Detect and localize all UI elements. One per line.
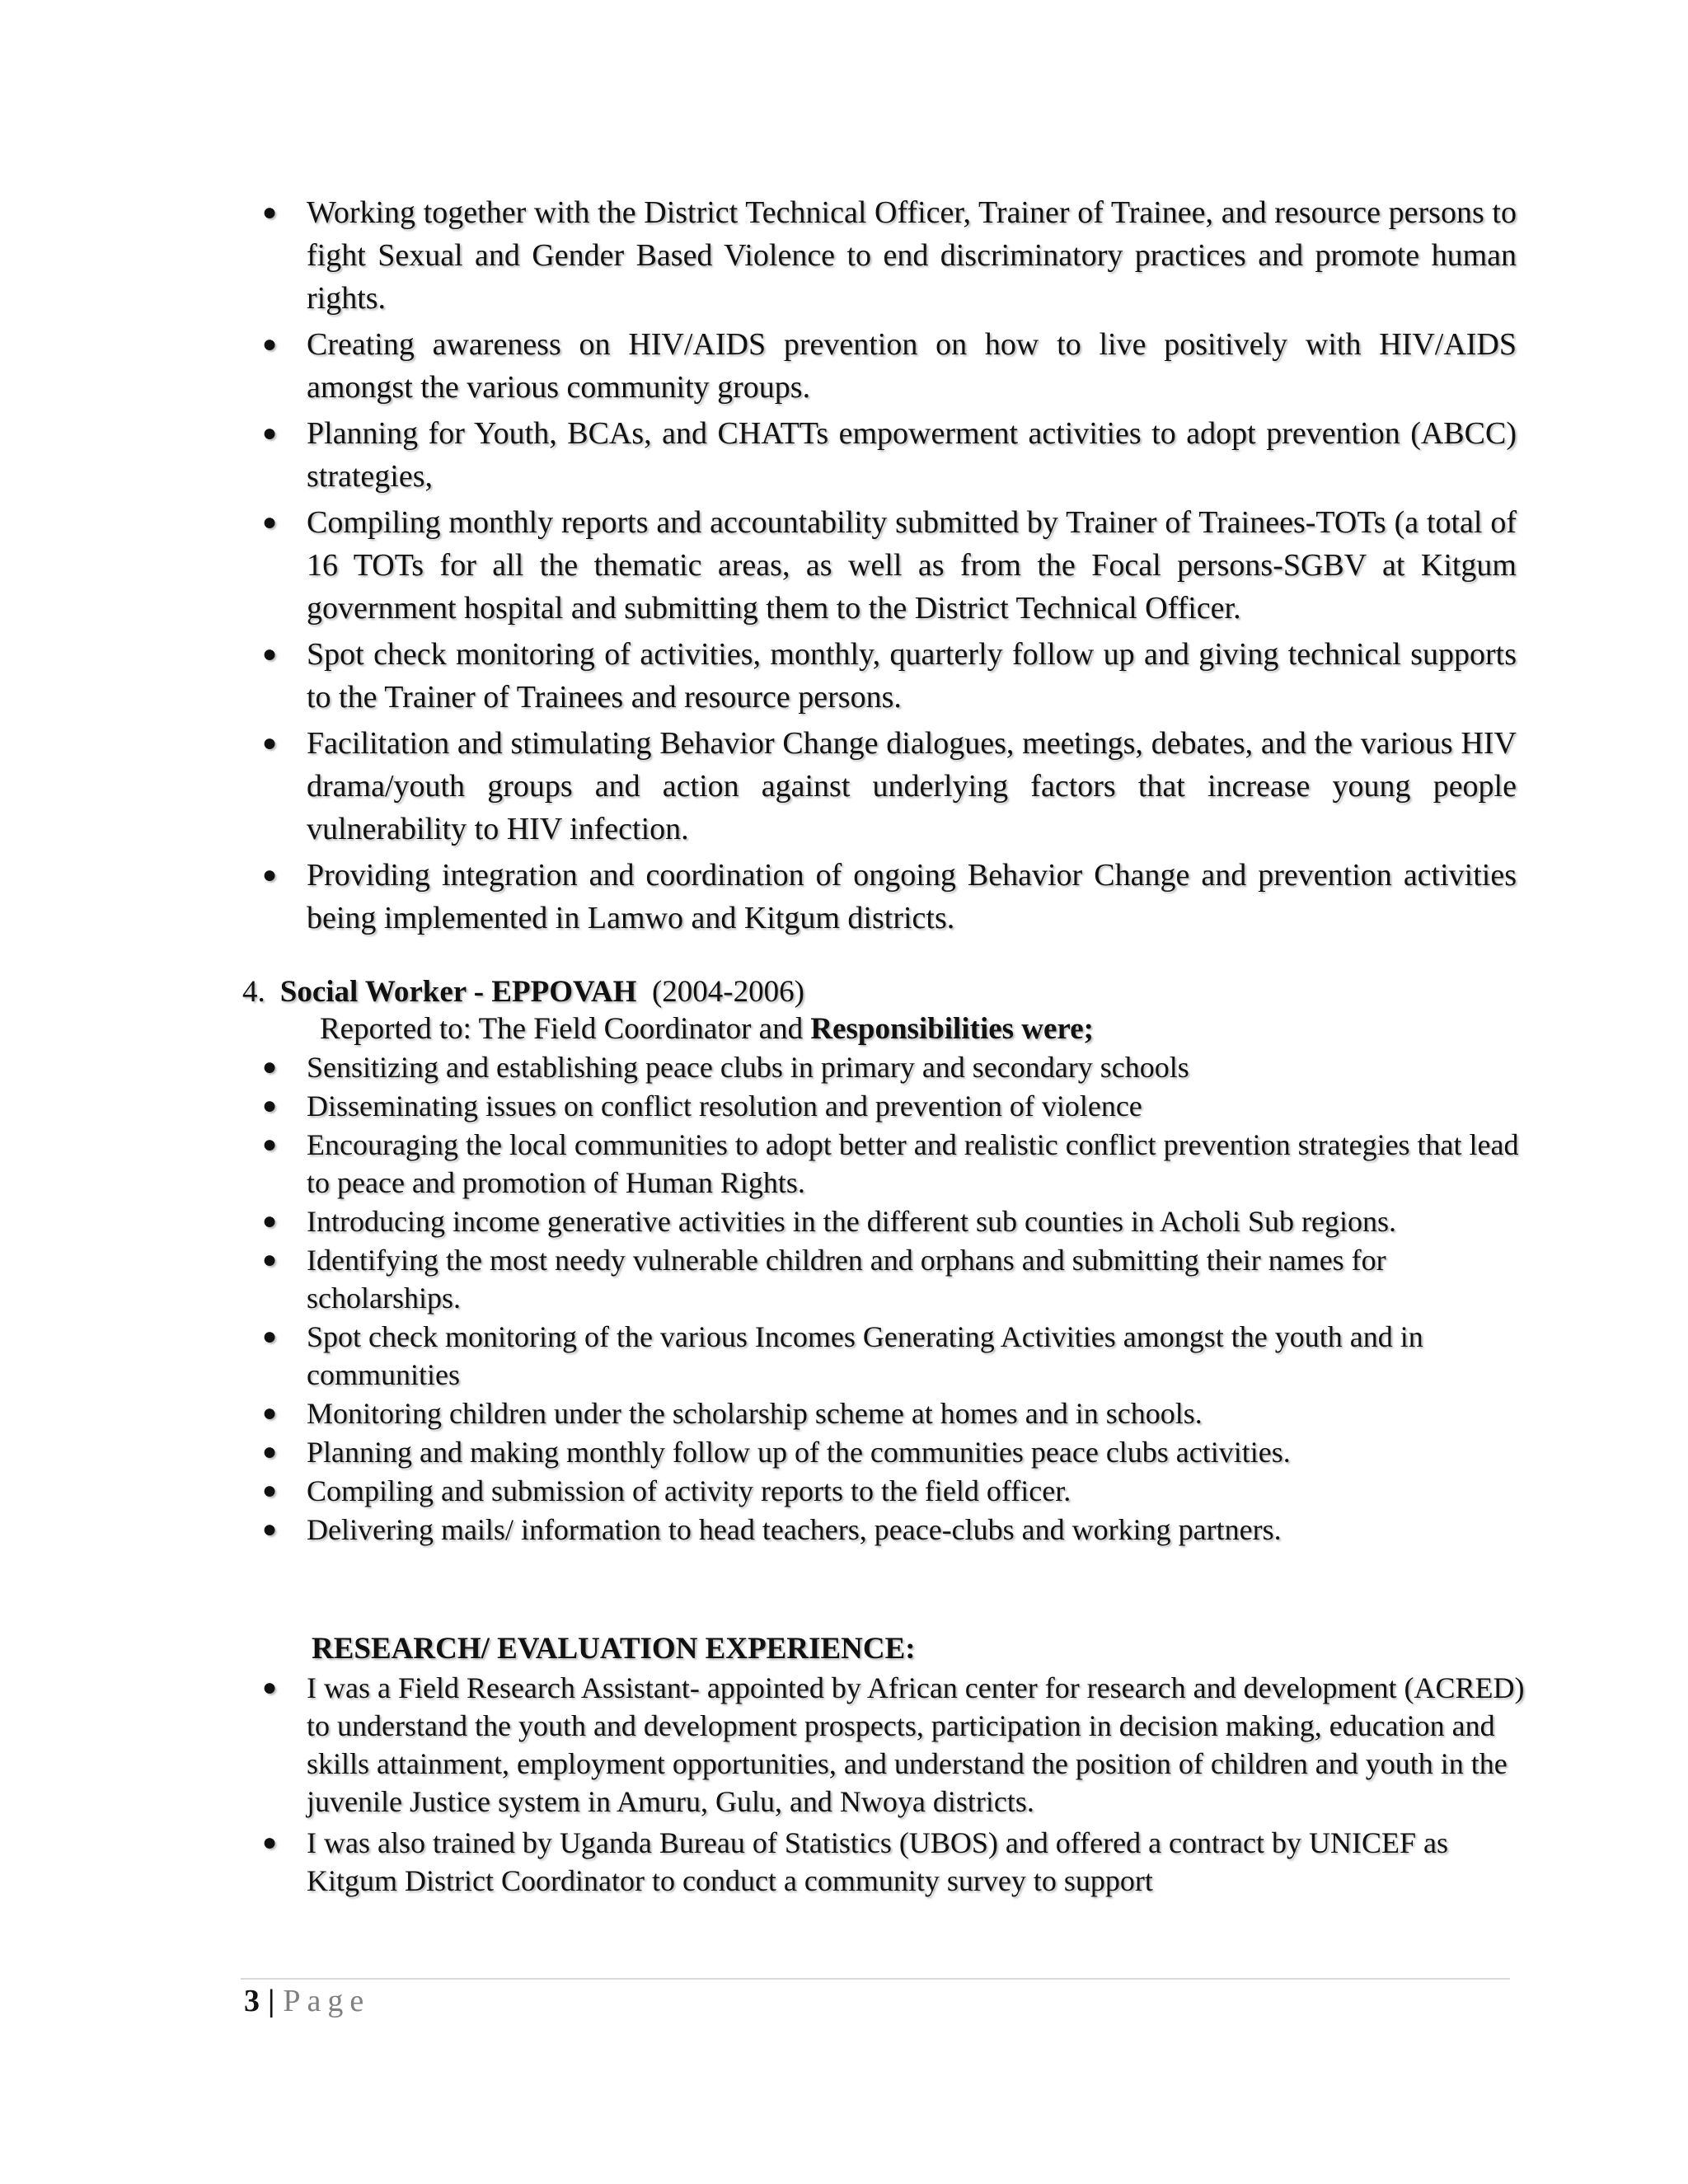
- footer-divider: [241, 1978, 1510, 1980]
- list-item: ● Spot check monitoring of the various Incomes Generating Activities amongst the youth and in communities: [247, 1318, 1533, 1394]
- job-number: 4.: [242, 975, 265, 1009]
- list-item: ● Introducing income generative activities in the different sub counties in Acholi Sub regions.: [247, 1202, 1533, 1240]
- list-item: ● Planning and making monthly follow up of the communities peace clubs activities.: [247, 1433, 1533, 1471]
- list-item: ● Planning for Youth, BCAs, and CHATTs empowerment activities to adopt prevention (ABCC) strategies,: [247, 412, 1517, 498]
- page-number: 3: [244, 1984, 260, 2018]
- list-item: ● Creating awareness on HIV/AIDS prevention on how to live positively with HIV/AIDS amongst the various community groups.: [247, 323, 1517, 409]
- bullet-icon: ●: [262, 861, 278, 888]
- bullet-icon: ●: [262, 1246, 278, 1273]
- bullet-icon: ●: [262, 1131, 278, 1158]
- bullet-icon: ●: [262, 1829, 278, 1856]
- list-item: ● Sensitizing and establishing peace clubs in primary and secondary schools: [247, 1048, 1533, 1086]
- bullet-icon: ●: [262, 1207, 278, 1235]
- bullet-icon: ●: [262, 1477, 278, 1504]
- bullet-icon: ●: [262, 729, 278, 757]
- list-item: ● Compiling monthly reports and accountability submitted by Trainer of Trainees-TOTs (a total of 16 TOTs for all the thematic areas, as well as from the Focal persons-SGBV at Kitgum government hospital and submitting them to the District Technical Officer.: [247, 501, 1517, 630]
- page-label: Page: [283, 1984, 371, 2018]
- job-heading: [242, 972, 804, 1012]
- responsibilities-label: Responsibilities were;: [810, 1012, 1094, 1046]
- list-item: ● I was also trained by Uganda Bureau of Statistics (UBOS) and offered a contract by UNICEF as Kitgum District Coordinator to conduct a community survey to support: [247, 1824, 1533, 1900]
- page-footer: [244, 1980, 370, 2022]
- list-item: ● Encouraging the local communities to adopt better and realistic conflict prevention strategies that lead to peace and promotion of Human Rights.: [247, 1126, 1533, 1202]
- bullet-icon: ●: [262, 1516, 278, 1543]
- reported-to: Reported to: The Field Coordinator and: [320, 1012, 811, 1046]
- job-reporting-line: [320, 1010, 1094, 1049]
- list-item: ● Identifying the most needy vulnerable children and orphans and submitting their names for scholarships.: [247, 1241, 1533, 1317]
- bullet-icon: ●: [262, 640, 278, 668]
- list-item: ● Providing integration and coordination of ongoing Behavior Change and prevention activities being implemented in Lamwo and Kitgum districts.: [247, 854, 1517, 940]
- list-item: ● Spot check monitoring of activities, monthly, quarterly follow up and giving technical supports to the Trainer of Trainees and resource persons.: [247, 633, 1517, 719]
- bullet-icon: ●: [262, 330, 278, 358]
- bullet-icon: ●: [262, 509, 278, 536]
- duties-list: [247, 191, 1517, 943]
- list-item: ● Working together with the District Technical Officer, Trainer of Trainee, and resource persons to fight Sexual and Gender Based Violence to end discriminatory practices and promote human rights.: [247, 191, 1517, 320]
- list-item: ● Delivering mails/ information to head teachers, peace-clubs and working partners.: [247, 1511, 1533, 1549]
- bullet-icon: ●: [262, 1323, 278, 1350]
- list-item: ● Compiling and submission of activity reports to the field officer.: [247, 1472, 1533, 1510]
- bullet-icon: ●: [262, 1399, 278, 1427]
- job-period: (2004-2006): [651, 975, 804, 1009]
- research-heading: RESEARCH/ EVALUATION EXPERIENCE:: [312, 1632, 916, 1666]
- bullet-icon: ●: [262, 1053, 278, 1080]
- bullet-icon: ●: [262, 419, 278, 447]
- bullet-icon: ●: [262, 1674, 278, 1701]
- bullet-icon: ●: [262, 199, 278, 226]
- research-list: [247, 1669, 1533, 1903]
- bullet-icon: ●: [262, 1092, 278, 1119]
- responsibilities-list: [247, 1048, 1533, 1549]
- list-item: ● Disseminating issues on conflict resolution and prevention of violence: [247, 1087, 1533, 1125]
- footer-separator: |: [268, 1984, 275, 2018]
- job-title: Social Worker - EPPOVAH: [279, 975, 637, 1009]
- list-item: ● I was a Field Research Assistant- appointed by African center for research and development (ACRED) to understand the youth and development prospects, participation in decision making, education and skills attainment, employment opportunities, and understand the position of children and youth in the juvenile Justice system in Amuru, Gulu, and Nwoya districts.: [247, 1669, 1533, 1821]
- list-item: ● Monitoring children under the scholarship scheme at homes and in schools.: [247, 1394, 1533, 1432]
- list-item: ● Facilitation and stimulating Behavior Change dialogues, meetings, debates, and the various HIV drama/youth groups and action against underlying factors that increase young people vulnerability to HIV infection.: [247, 722, 1517, 851]
- bullet-icon: ●: [262, 1438, 278, 1465]
